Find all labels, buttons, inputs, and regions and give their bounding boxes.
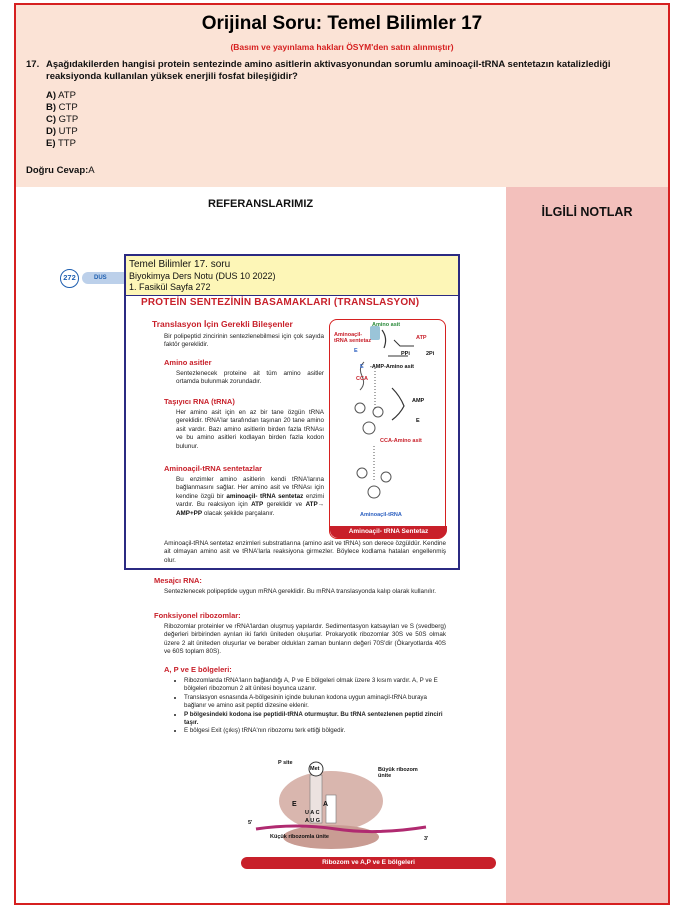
amino-text: Sentezlenecek proteine ait tüm amino asitler ortamda bulunmak zorundadır. — [176, 370, 324, 386]
synth-text-2: enzimi vardır. Bu reaksiyon için — [176, 492, 325, 509]
question-number: 17. — [26, 59, 40, 70]
mrna-heading: Mesajcı RNA: — [154, 576, 202, 585]
option-text: CTP — [58, 102, 78, 113]
answer-label: Doğru Cevap: — [26, 165, 89, 176]
option-a[interactable] — [46, 90, 78, 102]
synth-bold-2: ATP→ AMP+PP — [176, 501, 324, 517]
fig-e3-label: E — [416, 418, 420, 424]
notes-panel — [506, 187, 668, 903]
section-title: PROTEİN SENTEZİNİN BASAMAKLARI (TRANSLASYON) — [141, 297, 420, 308]
option-key: C) — [46, 114, 57, 125]
met-label: Met — [310, 766, 320, 772]
correct-answer — [26, 165, 95, 176]
option-d[interactable] — [46, 126, 78, 138]
ribosome-heading: Fonksiyonel ribozomlar: — [154, 611, 241, 620]
fig-amp-aa-label: -AMP-Amino asit — [370, 364, 414, 370]
reference-line-2: Biyokimya Ders Notu (DUS 10 2022) — [129, 270, 276, 281]
synthetase-heading: Aminoaçil-tRNA sentetazlar — [164, 464, 263, 473]
list-item: • P bölgesindeki kodona ise peptidil-tRNA oturmuştur. Bu tRNA sentezlenen peptid zinciri taşır. — [184, 711, 446, 728]
option-c[interactable] — [46, 114, 78, 126]
page-number-badge: 272 — [60, 269, 79, 288]
synthetase-paragraph: Aminoaçil-tRNA sentetaz enzimleri substratlarına (amino asit ve tRNA) son derece özgüldür. Kendine ait olmayan amino asit ve tRNA'larla reaksiyona girmezler. Böylece kodlama hataları engellenmiş olur. — [164, 540, 446, 564]
fig-amp-label: AMP — [412, 398, 425, 404]
option-text: ATP — [58, 90, 76, 101]
fig-amino-label: Amino asit — [372, 322, 401, 328]
synth-text-4: olacak şekilde parçalanır. — [203, 509, 275, 517]
fig-e1-label: E — [354, 348, 358, 354]
dus-bar: DUS — [82, 272, 142, 284]
question-panel — [16, 5, 668, 187]
mrna-text: Sentezlenecek polipeptide uygun mRNA gereklidir. Bu mRNA translasyonda kalıp olarak kullanılır. — [164, 588, 436, 595]
reference-line-1: Temel Bilimler 17. soru — [129, 259, 231, 270]
notes-title: İLGİLİ NOTLAR — [541, 205, 633, 219]
option-e[interactable] — [46, 138, 78, 150]
option-b[interactable] — [46, 102, 78, 114]
option-key: E) — [46, 138, 56, 149]
fig-enzyme-label: Aminoaçil-tRNA sentetaz — [334, 332, 372, 344]
ribosome-text: Ribozomlar proteinler ve rRNA'lardan oluşmuş yapılardır. Sedimentasyon katsayıları ve S (svedberg) değerleri birbirinden ayrılan iki farklı üniteden oluşurlar. Prokaryotik ribozomlar 30S ve 50S olmak üzere 2 alt üniteden oluşurlar ve beraber oldukları zaman bunların değeri 70S'dir (Ökaryotlarda 40S ve 60S toplam 80S). — [164, 623, 446, 656]
ape-bullets — [174, 677, 446, 736]
page-title: Orijinal Soru: Temel Bilimler 17 — [201, 13, 483, 34]
option-key: A) — [46, 90, 57, 101]
copyright-note: (Basım ve yayınlama hakları ÖSYM'den satın alınmıştır) — [230, 42, 454, 52]
three-prime-label: 3' — [424, 836, 429, 842]
option-text: UTP — [58, 126, 78, 137]
option-text: TTP — [57, 138, 76, 149]
five-prime-label: 5' — [248, 820, 253, 826]
figure-caption-ribosome: Ribozom ve A,P ve E bölgeleri — [241, 857, 496, 869]
reference-highlight-box — [124, 254, 460, 570]
option-text: GTP — [58, 114, 79, 125]
synth-bold: aminoaçil- tRNA sentetaz — [226, 492, 304, 500]
fig-cca-aa-label: CCA-Amino asit — [380, 438, 422, 444]
question-text: Aşağıdakilerden hangisi protein sentezinde amino asitlerin aktivasyonundan sorumlu aminoaçil-tRNA sentetazın katalizlediği reaksiyonda kullanılan yüksek enerjili fosfat bileşiğidir? — [46, 59, 611, 82]
fig-cca-label: CCA — [356, 376, 368, 382]
fig-ppi-label: PPi — [401, 351, 410, 357]
list-item: • Translasyon esnasında A-bölgesinin içinde bulunan kodona uygun aminaçil-tRNA buraya bağlanır ve amino asit peptid dizesine eklenir. — [184, 694, 446, 711]
option-key: D) — [46, 126, 57, 137]
ape-heading: A, P ve E bölgeleri: — [164, 665, 232, 674]
trna-a — [326, 795, 336, 823]
answer-value: A — [88, 165, 95, 176]
option-key: B) — [46, 102, 57, 113]
amino-heading: Amino asitler — [164, 358, 212, 367]
references-title: REFERANSLARIMIZ — [208, 198, 314, 210]
reference-header — [126, 256, 458, 296]
anticodon-label: U A C — [305, 810, 320, 816]
translation-text: Bir polipeptid zincirinin sentezlenebilmesi için çok sayıda faktör gereklidir. — [164, 333, 324, 349]
fig-atp-label: ATP — [416, 335, 427, 341]
translation-heading: Translasyon İçin Gerekli Bileşenler — [152, 319, 293, 329]
a-site-label: A — [323, 801, 329, 808]
big-subunit-label: Büyük ribozom ünite — [378, 767, 418, 779]
fig-aatrna-label: Aminoaçil-tRNA — [360, 512, 402, 518]
trna-heading: Taşıyıcı RNA (tRNA) — [164, 397, 235, 406]
psite-label: P site — [278, 760, 293, 766]
reference-line-3: 1. Fasikül Sayfa 272 — [129, 281, 211, 292]
small-subunit-label: Küçük ribozomla ünite — [270, 834, 329, 840]
e-site-label: E — [292, 801, 297, 808]
options-list — [46, 90, 78, 150]
figure-caption-synthetase: Aminoaçil- tRNA Sentetaz — [330, 526, 447, 538]
list-item: • E bölgesi Exit (çıkış) tRNA'nın ribozomu terk ettiği bölgedir. — [184, 727, 446, 735]
trna-text: Her amino asit için en az bir tane özgün tRNA gereklidir. tRNA'lar tarafından taşınan 20 tane amino asit vardır. Bazı amino asitlerin birden fazla tRNAsı ve bu amino asitleri kodlayan birden fazla kodon bulunur. — [176, 409, 324, 450]
list-item: • Ribozomlarda tRNA'ların bağlandığı A, P ve E bölgeleri olmak üzere 3 kısım vardır. A, P ve E bölgeleri ribozomun 2 alt ünitesi boyunca uzanır. — [184, 677, 446, 694]
codon-label: A U G — [305, 818, 321, 824]
fig-e2-label: E — [360, 364, 364, 370]
synth-text-3: gereklidir ve — [266, 501, 303, 509]
synth-text-1: Bu enzimler amino asitlerin kendi tRNA'larına bağlanmasını sağlar. Her amino asit ve tRNAsı için kendine özgü bir — [176, 476, 324, 500]
fig-2pi-label: 2Pi — [426, 351, 435, 357]
synth-atp: ATP — [251, 501, 264, 509]
